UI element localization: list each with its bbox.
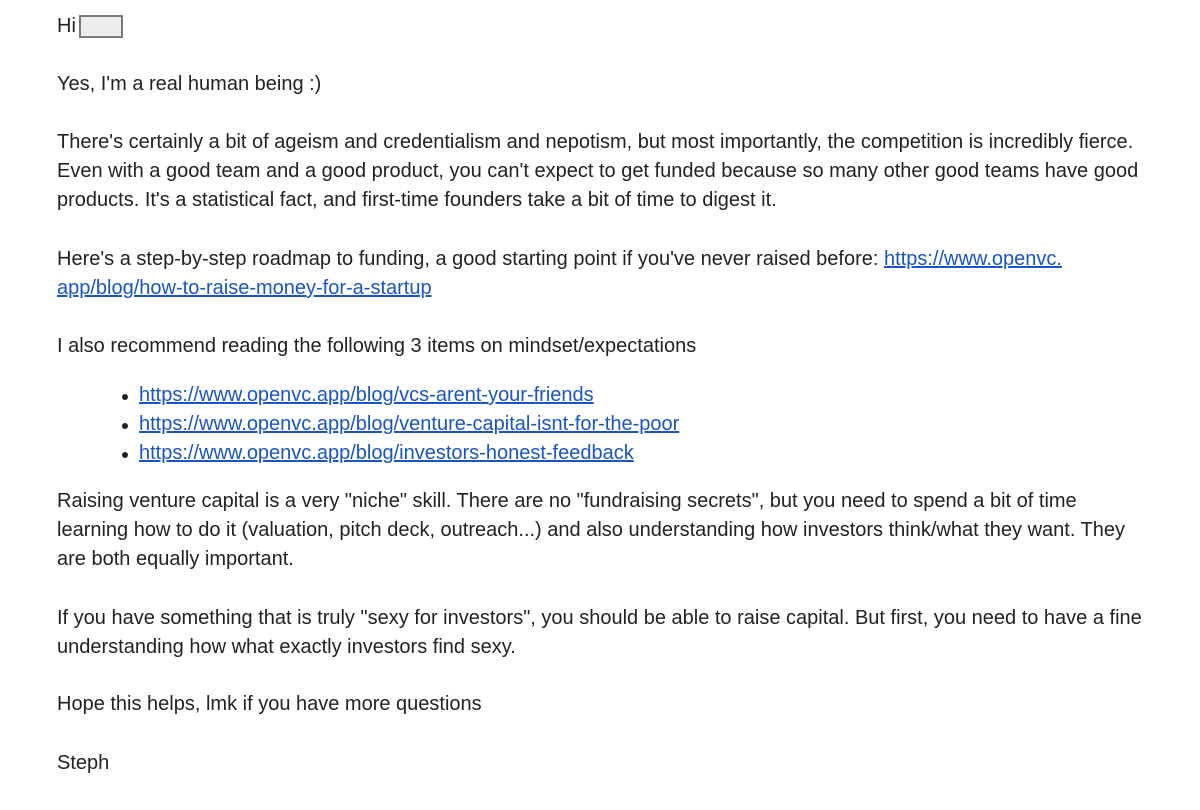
paragraph-line: If you have something that is truly "sexy for investors", you should be able to raise capital. But first, you need to have a fine — [57, 607, 1142, 629]
paragraph-line: are both equally important. — [57, 548, 294, 570]
paragraph-recommend — [57, 332, 696, 361]
paragraph-line: Even with a good team and a good product, you can't expect to get funded because so many other good teams have good — [57, 160, 1139, 182]
paragraph-niche-skill — [57, 487, 1125, 574]
list-item — [57, 439, 679, 468]
paragraph-roadmap — [57, 245, 1062, 303]
greeting-salutation: Hi — [57, 15, 76, 37]
paragraph-closing — [57, 690, 482, 719]
paragraph-sexy — [57, 604, 1142, 662]
paragraph-line: learning how to do it (valuation, pitch deck, outreach...) and also understanding how investors think/what they want. They — [57, 519, 1126, 541]
paragraph-line: understanding how what exactly investors find sexy. — [57, 636, 516, 658]
link-venture-capital-isnt-for-the-poor[interactable]: https://www.openvc.app/blog/venture-capital-isnt-for-the-poor — [139, 413, 680, 435]
paragraph-competition — [57, 128, 1138, 215]
redacted-name-box — [79, 15, 123, 38]
roadmap-link-part2[interactable]: app/blog/how-to-raise-money-for-a-startup — [57, 277, 432, 299]
recommended-links-list — [57, 381, 679, 468]
paragraph-line: Yes, I'm a real human being :) — [57, 73, 322, 95]
bullet-icon — [122, 423, 128, 429]
paragraph-line — [57, 274, 1062, 303]
signature-name: Steph — [57, 752, 110, 774]
paragraph-line: I also recommend reading the following 3 items on mindset/expectations — [57, 335, 697, 357]
bullet-icon — [122, 452, 128, 458]
paragraph-line: Hope this helps, lmk if you have more questions — [57, 693, 482, 715]
link-vcs-arent-your-friends[interactable]: https://www.openvc.app/blog/vcs-arent-your-friends — [139, 384, 594, 406]
link-investors-honest-feedback[interactable]: https://www.openvc.app/blog/investors-honest-feedback — [139, 442, 634, 464]
roadmap-text: Here's a step-by-step roadmap to funding, a good starting point if you've never raised before: — [57, 248, 885, 270]
paragraph-line: products. It's a statistical fact, and first-time founders take a bit of time to digest it. — [57, 189, 777, 211]
greeting-line — [57, 12, 123, 41]
list-item — [57, 410, 679, 439]
paragraph-line: There's certainly a bit of ageism and credentialism and nepotism, but most importantly, the competition is incredibly fierce. — [57, 131, 1134, 153]
list-item — [57, 381, 679, 410]
roadmap-link-part1[interactable]: https://www.openvc. — [884, 248, 1062, 270]
paragraph-line: Raising venture capital is a very "niche" skill. There are no "fundraising secrets", but you need to spend a bit of time — [57, 490, 1077, 512]
paragraph-intro — [57, 70, 321, 99]
signature — [57, 749, 109, 778]
bullet-icon — [122, 394, 128, 400]
paragraph-line — [57, 245, 1062, 274]
